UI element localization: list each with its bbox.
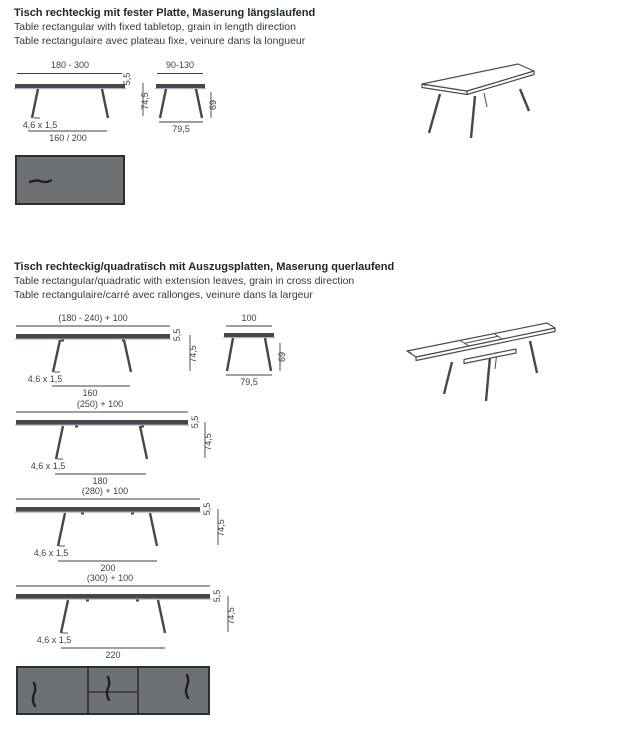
tabletop-underside — [155, 88, 206, 89]
tabletop-underside — [15, 512, 201, 513]
table-leg-right — [196, 89, 202, 118]
tabletop-bar — [16, 507, 200, 512]
iso-leg-back-right — [530, 341, 537, 373]
dim-top-thickness: 5,5 — [212, 589, 222, 603]
dim-clearance-height: 69 — [277, 351, 287, 363]
section2-row1-front-view — [8, 308, 220, 405]
tabletop-bar — [16, 334, 170, 339]
dim-top-width: 180 - 300 — [50, 60, 90, 70]
iso-leg-front-left — [429, 94, 440, 133]
table-leg-right — [140, 426, 147, 459]
leaf-joint-right — [136, 600, 139, 602]
dim-top-width: (280) + 100 — [81, 486, 129, 496]
tabletop-bar — [15, 84, 125, 88]
dim-height: 74,5 — [216, 519, 226, 537]
section1-side-view — [146, 56, 230, 153]
iso-leg-front-right — [471, 96, 475, 138]
dim-clearance-height: 69 — [208, 99, 218, 111]
iso-leg-front-left — [444, 362, 452, 394]
section2-title-en: Table rectangular/quadratic with extension leaves, grain in cross direction — [14, 275, 355, 287]
grain-mark-left — [33, 683, 35, 706]
table-leg-left — [53, 340, 60, 372]
dim-base-width: 180 — [92, 476, 108, 486]
table-leg-left — [160, 89, 166, 118]
section1-title-de: Tisch rechteckig mit fester Platte, Maserung längslaufend — [14, 7, 316, 19]
dim-height: 74,5 — [188, 345, 198, 363]
dim-leg-section: 4,6 x 1,5 — [36, 635, 72, 645]
dim-height: 74,5 — [226, 607, 236, 625]
section2-side-view — [216, 308, 306, 405]
section1-iso-drawing — [398, 55, 553, 152]
section1-topview-panel — [15, 155, 125, 205]
tabletop-underside — [15, 425, 189, 426]
tabletop-bar — [224, 333, 274, 337]
table-leg-right — [158, 600, 165, 633]
iso-table-extended — [407, 323, 555, 401]
section1-front-view — [8, 56, 158, 153]
dim-height: 74,5 — [140, 92, 150, 110]
dim-top-width: (250) + 100 — [76, 399, 124, 409]
section2-row2-front-view — [8, 395, 248, 492]
section2-title-de: Tisch rechteckig/quadratisch mit Auszugsplatten, Maserung querlaufend — [14, 261, 395, 273]
tabletop-bar — [16, 594, 210, 599]
dim-base-width: 200 — [100, 563, 116, 573]
table-leg-right — [265, 338, 271, 371]
table-leg-left — [56, 426, 63, 459]
section1-title-fr: Table rectangulaire avec plateau fixe, veinure dans la longueur — [14, 35, 306, 47]
dim-top-thickness: 5,5 — [172, 328, 182, 342]
leaf-joint-right — [131, 513, 134, 515]
table-leg-left — [58, 513, 65, 546]
tabletop-bar — [16, 420, 188, 425]
table-leg-right — [102, 89, 108, 118]
dim-leg-section: 4,6 x 1,5 — [30, 461, 66, 471]
dim-leg-section: 4,6 x 1,5 — [33, 548, 69, 558]
leaf-joint-left — [75, 426, 78, 428]
leaf-joint-left — [81, 513, 84, 515]
section1-heading — [14, 6, 315, 48]
dim-base-width: 220 — [105, 650, 121, 660]
tabletop-underside — [15, 339, 171, 340]
section1-title-en: Table rectangular with fixed tabletop, grain in length direction — [14, 21, 296, 33]
tabletop-underside — [14, 88, 126, 89]
dim-top-thickness: 5,5 — [202, 502, 212, 516]
leaf-joint-left — [86, 600, 89, 602]
dim-top-width: (300) + 100 — [86, 573, 134, 583]
dim-base-width: 160 — [82, 388, 98, 398]
dim-top-width: (180 - 240) + 100 — [58, 313, 128, 323]
grain-mark-middle — [107, 677, 109, 700]
section2-row4-front-view — [8, 569, 248, 666]
iso-leg-back-right — [520, 89, 529, 111]
leaf-joint-left — [61, 340, 64, 342]
tabletop-underside — [223, 337, 275, 338]
table-leg-left — [61, 600, 68, 633]
dim-height: 74,5 — [203, 433, 213, 451]
iso-leg-front-center — [486, 357, 490, 401]
table-leg-left — [32, 89, 38, 118]
section2-heading — [14, 260, 394, 302]
dim-base-width: 160 / 200 — [49, 133, 87, 143]
table-leg-right — [150, 513, 157, 546]
tabletop-bar — [156, 84, 205, 88]
section2-row3-front-view — [8, 482, 248, 579]
grain-mark-right — [186, 675, 188, 698]
dim-base-depth: 79,5 — [172, 124, 190, 134]
iso-leg-back-left — [484, 93, 487, 107]
table-leg-left — [227, 338, 233, 371]
dim-top-depth: 100 — [241, 313, 257, 323]
dim-base-depth: 79,5 — [240, 377, 258, 387]
table-leg-right — [124, 340, 131, 372]
grain-mark-lengthwise — [30, 180, 51, 182]
dim-top-depth: 90-130 — [165, 60, 195, 70]
iso-table-fixed — [422, 64, 534, 138]
dim-leg-section: 4,6 x 1,5 — [22, 120, 58, 130]
dim-top-thickness: 5,5 — [190, 415, 200, 429]
section2-topview-panel — [16, 666, 210, 715]
dim-leg-section: 4,6 x 1,5 — [27, 374, 63, 384]
section2-title-fr: Table rectangulaire/carré avec rallonges, veinure dans la largeur — [14, 289, 313, 301]
section2-iso-drawing — [398, 312, 573, 422]
dim-top-thickness: 5,5 — [122, 72, 132, 86]
tabletop-underside — [15, 599, 211, 600]
